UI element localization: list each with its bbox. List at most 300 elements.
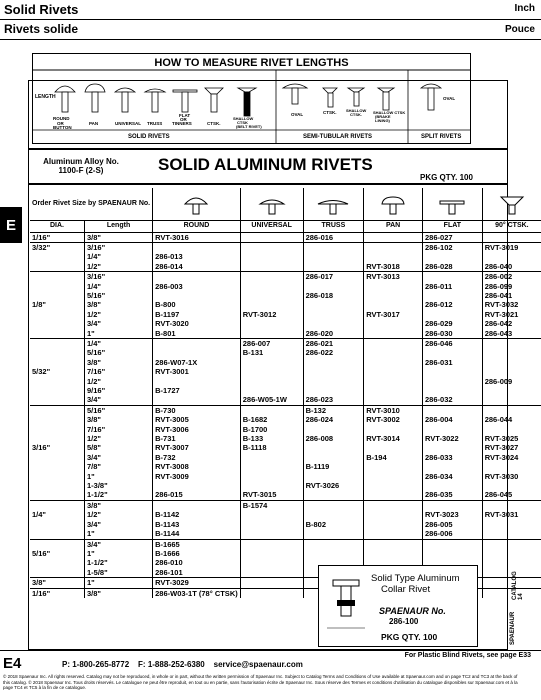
part-number-cell[interactable]: [364, 443, 423, 452]
part-number-cell[interactable]: [303, 319, 364, 328]
plastic-rivets-note[interactable]: For Plastic Blind Rivets, see page E33: [404, 652, 531, 659]
part-number-cell[interactable]: [423, 462, 483, 471]
part-number-cell[interactable]: [364, 520, 423, 529]
dia-cell: [30, 462, 84, 471]
part-number-cell[interactable]: [364, 490, 423, 500]
dia-cell: [30, 481, 84, 490]
part-number-cell[interactable]: [240, 568, 303, 578]
collar-rivet-icon: [319, 566, 375, 646]
part-number-cell[interactable]: [423, 500, 483, 510]
part-number-cell[interactable]: B-1665: [153, 539, 241, 549]
part-number-cell[interactable]: 286-022: [303, 348, 364, 357]
svg-text:OR: OR: [180, 117, 187, 122]
part-number-cell[interactable]: [303, 539, 364, 549]
part-number-cell[interactable]: [303, 549, 364, 558]
part-number-cell[interactable]: 286-034: [423, 472, 483, 481]
svg-text:TRUSS: TRUSS: [147, 121, 163, 126]
dia-cell: [30, 348, 84, 357]
part-number-cell[interactable]: [482, 395, 541, 405]
part-number-cell[interactable]: [364, 472, 423, 481]
part-number-cell[interactable]: [423, 367, 483, 376]
part-number-cell[interactable]: 286-007: [240, 338, 303, 348]
part-number-cell[interactable]: RVT-3013: [364, 272, 423, 282]
part-number-cell[interactable]: RVT-3007: [153, 443, 241, 452]
svg-text:CTSK.: CTSK.: [323, 110, 337, 115]
part-number-cell[interactable]: [482, 462, 541, 471]
part-number-cell[interactable]: RVT-3002: [364, 415, 423, 424]
dia-cell: [30, 395, 84, 405]
part-number-cell[interactable]: [240, 242, 303, 252]
part-number-cell[interactable]: [303, 443, 364, 452]
part-number-cell[interactable]: [240, 367, 303, 376]
table-row: [30, 462, 541, 471]
part-number-cell[interactable]: [240, 520, 303, 529]
part-number-cell[interactable]: [240, 358, 303, 367]
part-number-cell[interactable]: B-731: [153, 434, 241, 443]
dia-cell: 1/4": [32, 510, 46, 520]
svg-text:SHALLOW: SHALLOW: [233, 116, 254, 121]
part-number-cell[interactable]: 286-027: [423, 232, 483, 242]
part-number-cell[interactable]: [303, 358, 364, 367]
part-number-cell[interactable]: [240, 558, 303, 567]
part-number-cell[interactable]: [423, 291, 483, 300]
part-number-cell[interactable]: RVT-3001: [153, 367, 241, 376]
table-row: [30, 481, 541, 490]
section-title: SOLID ALUMINUM RIVETS: [158, 155, 373, 174]
length-cell: 7/16": [84, 367, 152, 376]
dia-cell: [30, 425, 84, 434]
part-number-cell[interactable]: [482, 232, 541, 242]
part-number-cell[interactable]: RVT-3012: [240, 310, 303, 319]
part-number-cell[interactable]: [240, 481, 303, 490]
part-number-cell[interactable]: [364, 348, 423, 357]
part-number-cell[interactable]: B-1143: [153, 520, 241, 529]
dia-cell: 5/16": [32, 548, 51, 558]
part-number-cell[interactable]: [153, 348, 241, 357]
part-number-cell[interactable]: 286-023: [303, 395, 364, 405]
part-number-cell[interactable]: [423, 310, 483, 319]
part-number-cell[interactable]: 286-041: [482, 291, 541, 300]
part-number-cell[interactable]: [303, 490, 364, 500]
part-number-cell[interactable]: 286-W05-1W: [240, 395, 303, 405]
email-link[interactable]: service@spaenaur.com: [213, 660, 303, 669]
part-number-cell[interactable]: [364, 395, 423, 405]
part-number-cell[interactable]: [240, 262, 303, 272]
part-number-cell[interactable]: 286-W07-1X: [153, 358, 241, 367]
part-number-cell[interactable]: [423, 348, 483, 357]
part-number-cell[interactable]: [303, 425, 364, 434]
inset-title: Solid Type Aluminum Collar Rivet: [371, 573, 460, 595]
part-number-cell[interactable]: 286-017: [303, 272, 364, 282]
part-number-cell[interactable]: RVT-3021: [482, 310, 541, 319]
part-number-cell[interactable]: [153, 338, 241, 348]
part-number-cell[interactable]: 286-021: [303, 338, 364, 348]
part-number-cell[interactable]: 286-033: [423, 453, 483, 462]
part-number-cell[interactable]: 286-016: [303, 232, 364, 242]
table-row: [30, 242, 541, 252]
part-number-cell[interactable]: [240, 453, 303, 462]
part-number-cell[interactable]: [240, 510, 303, 519]
dia-cell: 3/32": [30, 242, 84, 252]
part-number-cell[interactable]: 286-029: [423, 319, 483, 328]
part-number-cell[interactable]: 286-003: [153, 282, 241, 291]
part-number-cell[interactable]: B-1727: [153, 386, 241, 395]
part-number-cell[interactable]: [364, 367, 423, 376]
part-number-cell[interactable]: B-1142: [153, 510, 241, 519]
part-number-cell[interactable]: [240, 549, 303, 558]
length-cell: 1/2": [84, 310, 152, 319]
part-number-cell[interactable]: [423, 539, 483, 549]
table-row: [30, 510, 541, 519]
part-number-cell[interactable]: RVT-3009: [153, 472, 241, 481]
part-number-cell[interactable]: B-1197: [153, 310, 241, 319]
dia-cell: [30, 415, 84, 424]
dia-cell: [30, 282, 84, 291]
part-number-cell[interactable]: [303, 500, 364, 510]
part-number-cell[interactable]: 286-013: [153, 252, 241, 261]
part-number-cell[interactable]: [240, 232, 303, 242]
part-number-cell[interactable]: [240, 588, 303, 598]
section-tab[interactable]: E: [0, 207, 22, 243]
part-number-cell[interactable]: [303, 282, 364, 291]
part-number-cell[interactable]: RVT-3018: [364, 262, 423, 272]
unit-label-fr: Pouce: [504, 24, 535, 35]
part-number-cell[interactable]: [303, 262, 364, 272]
part-number-cell[interactable]: [153, 272, 241, 282]
dia-cell: [30, 291, 84, 300]
part-number-cell[interactable]: [364, 291, 423, 300]
part-number-cell[interactable]: RVT-3005: [153, 415, 241, 424]
alloy-label: Aluminum Alloy No. 1100-F (2-S): [43, 157, 119, 175]
length-cell: 1": [84, 578, 152, 588]
part-number-cell[interactable]: [482, 367, 541, 376]
part-number-cell[interactable]: [364, 549, 423, 558]
part-number-cell[interactable]: [482, 529, 541, 539]
part-number-cell[interactable]: B-1574: [240, 500, 303, 510]
part-number-cell[interactable]: [482, 386, 541, 395]
part-number-cell[interactable]: 286-044: [482, 415, 541, 424]
part-number-cell[interactable]: 286-011: [423, 282, 483, 291]
column-header: DIA.: [30, 220, 84, 232]
part-number-cell[interactable]: [303, 386, 364, 395]
length-cell: 3/8": [84, 232, 152, 242]
part-number-cell[interactable]: [423, 272, 483, 282]
table-row: [30, 338, 541, 348]
part-number-cell[interactable]: [364, 282, 423, 291]
part-number-cell[interactable]: RVT-3024: [482, 453, 541, 462]
table-row: [30, 232, 541, 242]
part-number-cell[interactable]: [423, 481, 483, 490]
part-number-cell[interactable]: B-131: [240, 348, 303, 357]
part-number-cell[interactable]: [153, 500, 241, 510]
part-number-cell[interactable]: [482, 358, 541, 367]
svg-text:LINING): LINING): [375, 118, 390, 123]
head-round-icon: [153, 188, 241, 220]
part-number-cell[interactable]: [423, 443, 483, 452]
measure-title: HOW TO MEASURE RIVET LENGTHS: [154, 57, 349, 69]
part-number-cell[interactable]: RVT-3027: [482, 443, 541, 452]
svg-text:FLAT: FLAT: [179, 113, 191, 118]
part-number-cell[interactable]: [364, 481, 423, 490]
svg-text:CTSK.: CTSK.: [350, 112, 362, 117]
part-number-cell[interactable]: [240, 291, 303, 300]
part-number-cell[interactable]: RVT-3025: [482, 434, 541, 443]
group-semi-tubular: SEMI-TUBULAR RIVETS: [303, 134, 372, 140]
part-number-cell[interactable]: B-1682: [240, 415, 303, 424]
part-number-cell[interactable]: [364, 329, 423, 339]
part-number-cell[interactable]: [482, 558, 541, 567]
part-number-cell[interactable]: [303, 242, 364, 252]
table-row: [30, 453, 541, 462]
part-number-cell[interactable]: 286-008: [303, 434, 364, 443]
part-number-cell[interactable]: [240, 405, 303, 415]
part-number-cell[interactable]: [153, 242, 241, 252]
table-row: [30, 549, 541, 558]
part-number-cell[interactable]: RVT-3014: [364, 434, 423, 443]
part-number-cell[interactable]: [240, 472, 303, 481]
part-number-cell[interactable]: B-730: [153, 405, 241, 415]
part-number-cell[interactable]: [364, 462, 423, 471]
part-number-cell[interactable]: B-732: [153, 453, 241, 462]
part-number-cell[interactable]: RVT-3015: [240, 490, 303, 500]
part-number-cell[interactable]: [482, 520, 541, 529]
part-number-cell[interactable]: [364, 510, 423, 519]
part-number-cell[interactable]: RVT-3030: [482, 472, 541, 481]
part-number-cell[interactable]: B-1700: [240, 425, 303, 434]
length-cell: 9/16": [84, 386, 152, 395]
part-number-cell[interactable]: 286-018: [303, 291, 364, 300]
length-cell: 1": [84, 329, 152, 339]
part-number-cell[interactable]: 286-032: [423, 395, 483, 405]
part-number-cell[interactable]: 286-046: [423, 338, 483, 348]
part-number-cell[interactable]: [423, 549, 483, 558]
part-number-cell[interactable]: [364, 358, 423, 367]
svg-text:OVAL: OVAL: [291, 112, 304, 117]
part-number-cell[interactable]: [482, 338, 541, 348]
part-number-cell[interactable]: B-800: [153, 300, 241, 309]
part-number-cell[interactable]: 286-010: [153, 558, 241, 567]
part-number-cell[interactable]: RVT-3019: [482, 242, 541, 252]
part-number-cell[interactable]: 286-042: [482, 319, 541, 328]
column-header: TRUSS: [303, 220, 364, 232]
part-number-cell[interactable]: RVT-3032: [482, 300, 541, 309]
part-number-cell[interactable]: [482, 549, 541, 558]
part-number-cell[interactable]: 286-W03-1T (78° CTSK): [153, 588, 241, 598]
length-cell: 5/16": [84, 405, 152, 415]
part-number-cell[interactable]: [482, 405, 541, 415]
part-number-cell[interactable]: RVT-3022: [423, 434, 483, 443]
svg-text:PAN: PAN: [89, 121, 99, 126]
part-number-cell[interactable]: [482, 539, 541, 549]
column-header: ROUND: [153, 220, 241, 232]
phone[interactable]: P: 1-800-265-8772: [62, 660, 130, 669]
part-number-cell[interactable]: B-1666: [153, 549, 241, 558]
table-row: [30, 415, 541, 424]
svg-text:CTSK: CTSK: [237, 120, 248, 125]
part-number-cell[interactable]: [240, 252, 303, 261]
part-number-cell[interactable]: 286-028: [423, 262, 483, 272]
length-cell: 1/4": [84, 252, 152, 261]
part-number-cell[interactable]: 286-035: [423, 490, 483, 500]
part-number-cell[interactable]: [364, 529, 423, 539]
length-cell: 3/16": [84, 242, 152, 252]
part-number-cell[interactable]: [153, 377, 241, 386]
length-cell: 5/8": [84, 443, 152, 452]
page-title-fr: Rivets solide: [4, 22, 79, 36]
fax[interactable]: F: 1-888-252-6380: [138, 660, 205, 669]
part-number-cell[interactable]: [364, 500, 423, 510]
part-number-cell[interactable]: [240, 462, 303, 471]
part-number-cell[interactable]: [303, 529, 364, 539]
part-number-cell[interactable]: RVT-3017: [364, 310, 423, 319]
part-number-cell[interactable]: B-194: [364, 453, 423, 462]
dia-cell: [30, 272, 84, 282]
part-number-cell[interactable]: [482, 425, 541, 434]
table-row: [30, 395, 541, 405]
part-number-cell[interactable]: [364, 338, 423, 348]
part-number-cell[interactable]: RVT-3031: [482, 510, 541, 519]
table-row: [30, 367, 541, 376]
part-number-cell[interactable]: [364, 377, 423, 386]
part-number-cell[interactable]: [153, 481, 241, 490]
part-number-cell[interactable]: [153, 395, 241, 405]
length-cell: 1": [84, 472, 152, 481]
part-number-cell[interactable]: 286-030: [423, 329, 483, 339]
part-number-cell[interactable]: [240, 300, 303, 309]
part-number-cell[interactable]: [240, 377, 303, 386]
part-number-cell[interactable]: [303, 472, 364, 481]
part-number-cell[interactable]: [364, 425, 423, 434]
length-cell: 1/4": [84, 282, 152, 291]
part-number-cell[interactable]: [364, 300, 423, 309]
part-number-cell[interactable]: RVT-3006: [153, 425, 241, 434]
table-row: [30, 272, 541, 282]
svg-text:(BELT RIVET): (BELT RIVET): [236, 124, 262, 129]
length-cell: 1/2": [84, 434, 152, 443]
brand-label: SPAENAUR: [510, 611, 516, 645]
part-number-cell[interactable]: RVT-3026: [303, 481, 364, 490]
part-number-cell[interactable]: [423, 386, 483, 395]
part-number-cell[interactable]: [482, 348, 541, 357]
dia-cell: [30, 329, 84, 339]
part-number-cell[interactable]: [364, 252, 423, 261]
part-number-cell[interactable]: [240, 529, 303, 539]
part-number-cell[interactable]: [423, 252, 483, 261]
part-number-cell[interactable]: B-1119: [303, 462, 364, 471]
part-number-cell[interactable]: 286-024: [303, 415, 364, 424]
part-number-cell[interactable]: [240, 282, 303, 291]
table-row: [30, 348, 541, 357]
part-number-cell[interactable]: [482, 252, 541, 261]
part-number-cell[interactable]: [240, 319, 303, 328]
part-number-cell[interactable]: B-133: [240, 434, 303, 443]
part-number-cell[interactable]: 286-014: [153, 262, 241, 272]
part-number-cell[interactable]: [303, 252, 364, 261]
part-number-cell[interactable]: [423, 425, 483, 434]
part-number-cell[interactable]: [303, 377, 364, 386]
length-cell: 1-5/8": [84, 568, 152, 578]
part-number-cell[interactable]: [482, 500, 541, 510]
table-row: [30, 443, 541, 452]
part-number-cell[interactable]: RVT-3029: [153, 578, 241, 588]
part-number-cell[interactable]: RVT-3010: [364, 405, 423, 415]
part-number-cell[interactable]: [364, 242, 423, 252]
column-header: UNIVERSAL: [240, 220, 303, 232]
part-number-cell[interactable]: [240, 578, 303, 588]
part-number-cell[interactable]: [240, 329, 303, 339]
part-number-cell[interactable]: RVT-3008: [153, 462, 241, 471]
inset-part[interactable]: 286-100: [389, 617, 419, 626]
dia-cell: [30, 539, 84, 549]
part-number-cell[interactable]: 286-002: [482, 272, 541, 282]
dia-cell: [30, 558, 84, 567]
part-number-cell[interactable]: RVT-3016: [153, 232, 241, 242]
part-number-cell[interactable]: [303, 510, 364, 519]
part-number-cell[interactable]: [240, 386, 303, 395]
part-number-cell[interactable]: [423, 377, 483, 386]
length-cell: 7/16": [84, 425, 152, 434]
part-number-cell[interactable]: B-802: [303, 520, 364, 529]
part-number-cell[interactable]: [364, 386, 423, 395]
part-number-cell[interactable]: [303, 453, 364, 462]
part-number-cell[interactable]: 286-031: [423, 358, 483, 367]
part-number-cell[interactable]: B-1144: [153, 529, 241, 539]
part-number-cell[interactable]: 286-045: [482, 490, 541, 500]
part-number-cell[interactable]: [423, 405, 483, 415]
part-number-cell[interactable]: RVT-3023: [423, 510, 483, 519]
part-number-cell[interactable]: 286-012: [423, 300, 483, 309]
table-row: [30, 500, 541, 510]
part-number-cell[interactable]: [153, 291, 241, 300]
part-number-cell[interactable]: [482, 481, 541, 490]
part-number-cell[interactable]: [364, 232, 423, 242]
part-number-cell[interactable]: 286-101: [153, 568, 241, 578]
dia-cell: [30, 262, 84, 272]
catalog-label: CATALOG 14: [512, 571, 524, 600]
svg-text:CTSK.: CTSK.: [207, 121, 221, 126]
part-number-cell[interactable]: B-801: [153, 329, 241, 339]
part-number-cell[interactable]: 286-040: [482, 262, 541, 272]
part-number-cell[interactable]: 286-015: [153, 490, 241, 500]
part-number-cell[interactable]: 286-043: [482, 329, 541, 339]
dia-cell: [30, 472, 84, 481]
svg-text:OVAL: OVAL: [443, 96, 456, 101]
part-number-cell[interactable]: B-1118: [240, 443, 303, 452]
part-number-cell[interactable]: [303, 300, 364, 309]
dia-cell: 5/32": [32, 367, 51, 377]
part-number-cell[interactable]: [364, 539, 423, 549]
measure-diagram: [32, 53, 471, 144]
part-number-cell[interactable]: 286-004: [423, 415, 483, 424]
part-number-cell[interactable]: 286-099: [482, 282, 541, 291]
part-number-cell[interactable]: [240, 539, 303, 549]
part-number-cell[interactable]: 286-020: [303, 329, 364, 339]
part-number-cell[interactable]: [303, 367, 364, 376]
part-number-cell[interactable]: [364, 319, 423, 328]
part-number-cell[interactable]: B-132: [303, 405, 364, 415]
part-number-cell[interactable]: [240, 272, 303, 282]
inset-brand: SPAENAUR No.: [379, 606, 446, 616]
part-number-cell[interactable]: 286-009: [482, 377, 541, 386]
part-number-cell[interactable]: RVT-3020: [153, 319, 241, 328]
dia-cell: 3/8": [30, 578, 84, 588]
svg-text:ROUND: ROUND: [53, 116, 70, 121]
part-number-cell[interactable]: [303, 310, 364, 319]
part-number-cell[interactable]: 286-005: [423, 520, 483, 529]
part-number-cell[interactable]: 286-006: [423, 529, 483, 539]
table-row: [30, 291, 541, 300]
part-number-cell[interactable]: 286-102: [423, 242, 483, 252]
